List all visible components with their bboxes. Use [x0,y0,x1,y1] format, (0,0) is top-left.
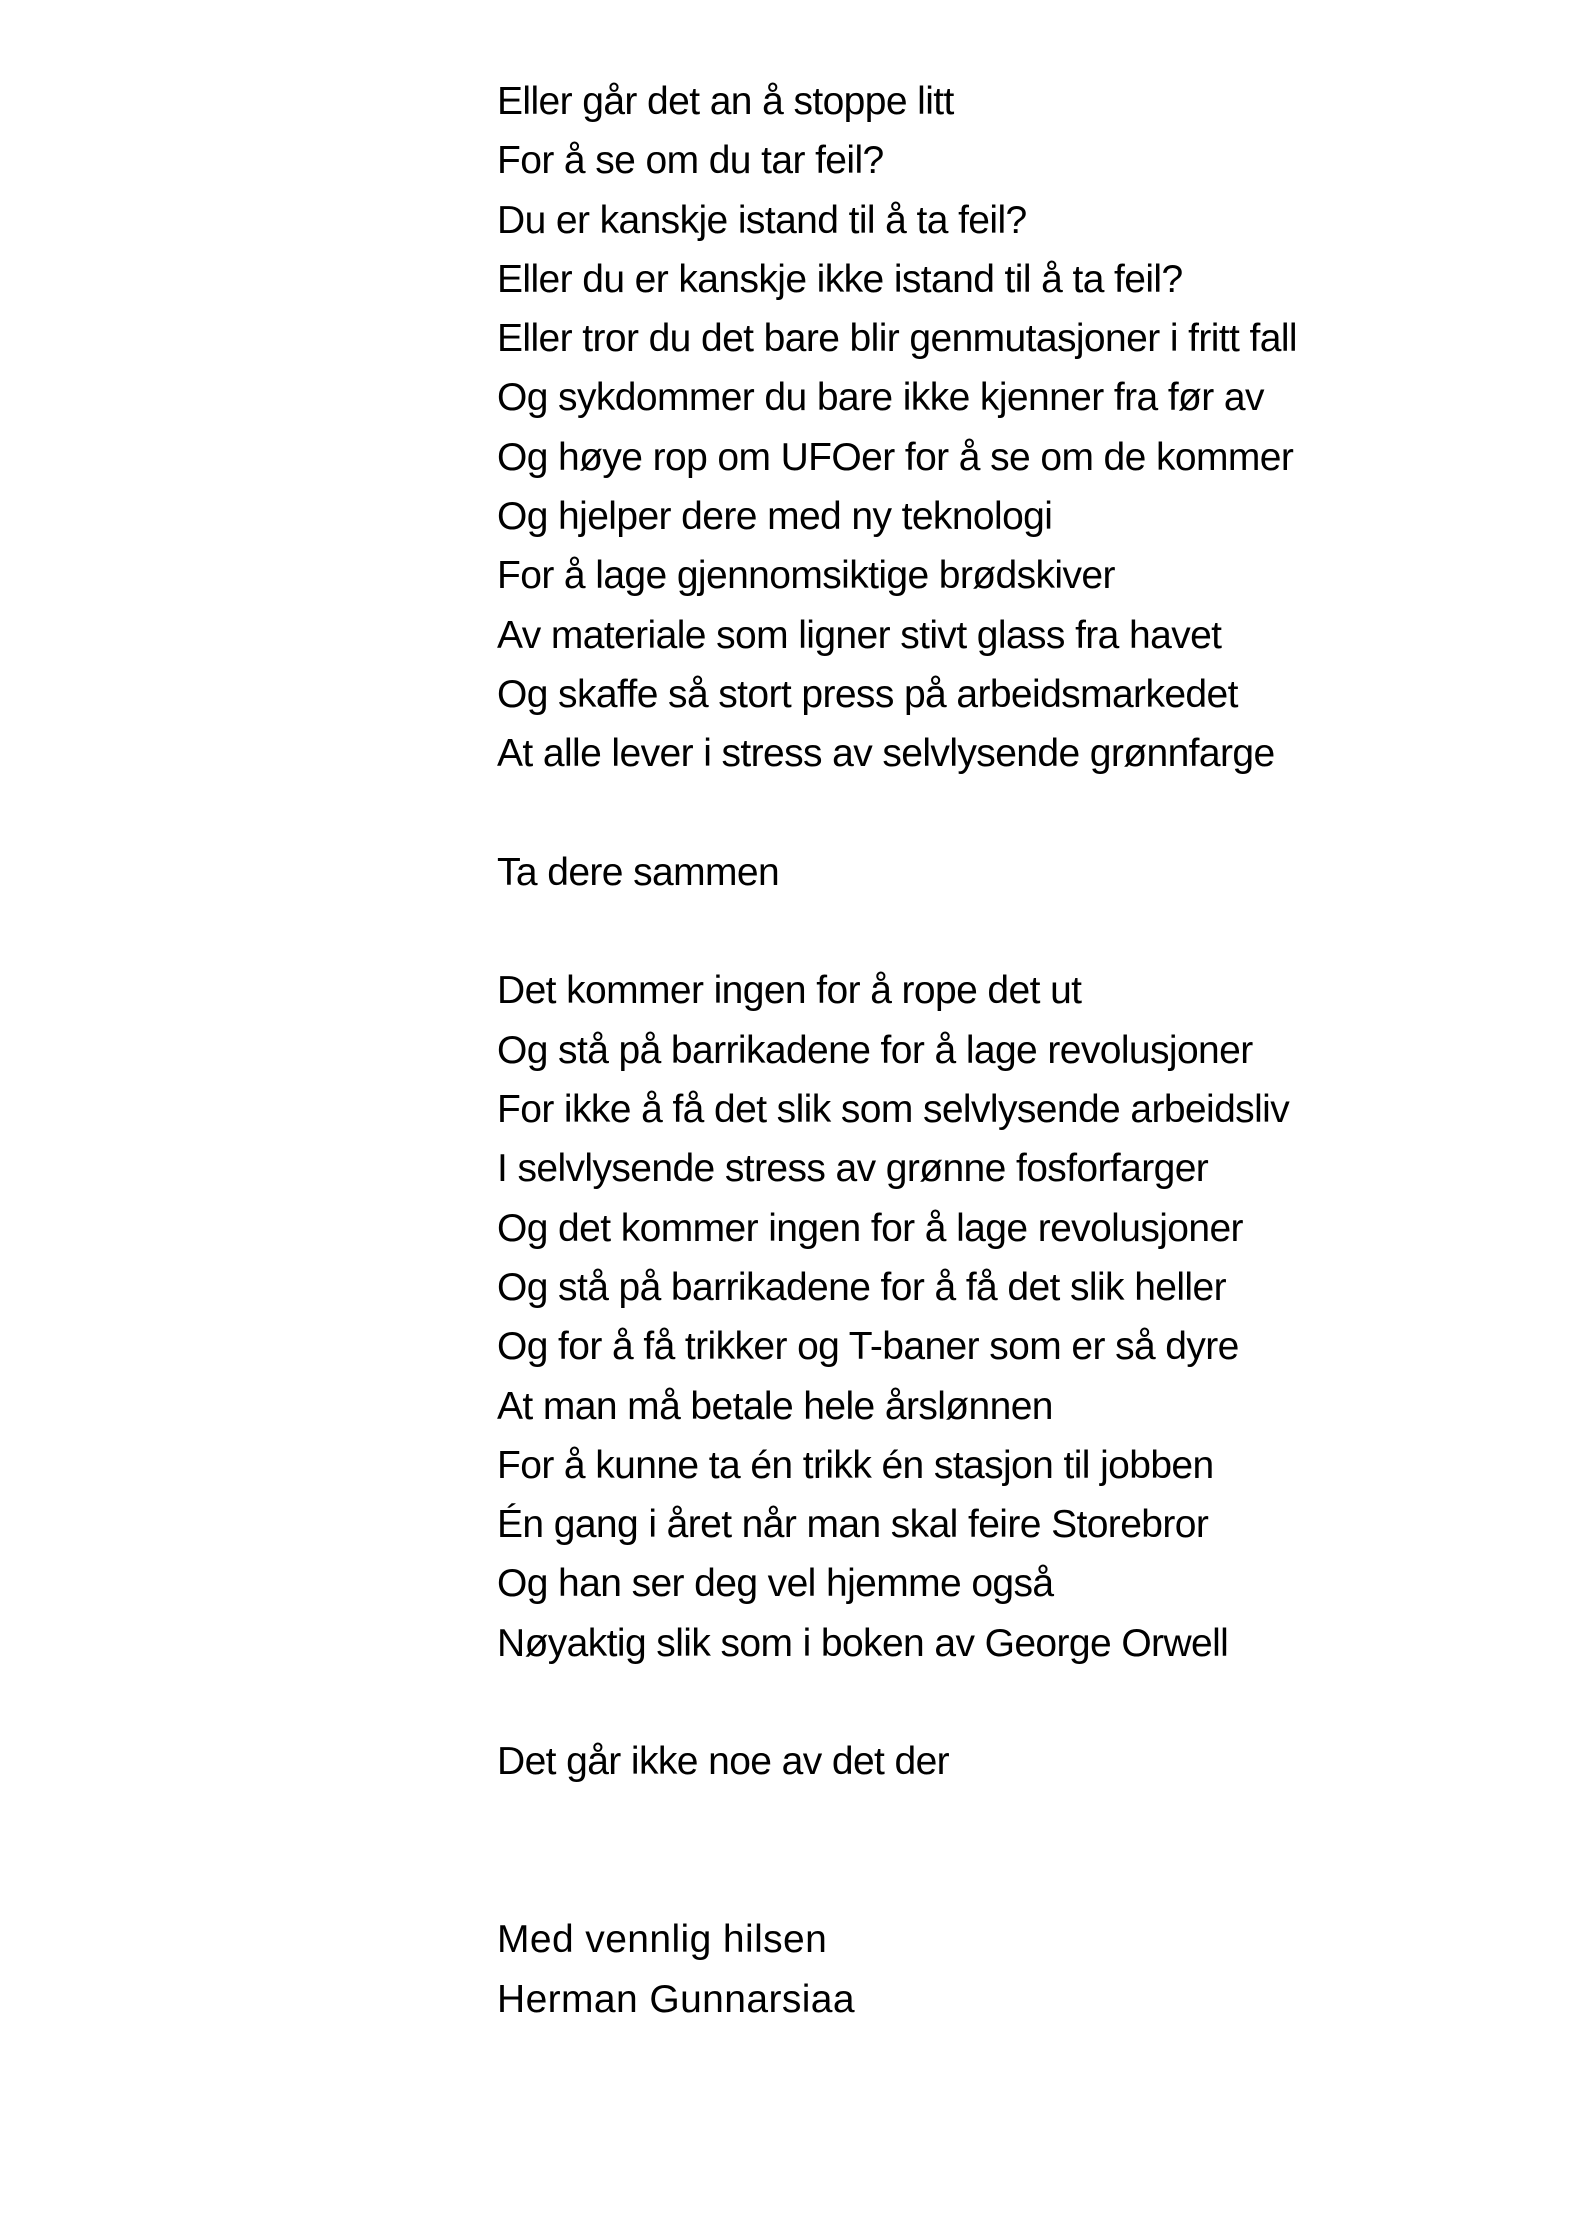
poem-line: Én gang i året når man skal feire Storebror [497,1503,1209,1547]
stanza-gap [497,1673,1577,1732]
poem-line: Og det kommer ingen for å lage revolusjoner [497,1206,1243,1250]
stanza-gap [497,1851,1577,1910]
stanza-2 [497,843,1577,902]
poem-line: Og hjelper dere med ny teknologi [497,495,1053,539]
poem-line: Det kommer ingen for å rope det ut [497,969,1082,1013]
poem-body [497,72,1577,2029]
signature-name: Herman Gunnarsiaa [497,1977,855,2021]
poem-line: Eller tror du det bare blir genmutasjoner i fritt fall [497,317,1297,361]
poem-line: Av materiale som ligner stivt glass fra havet [497,613,1222,657]
stanza-gap [497,784,1577,843]
poem-line: Og skaffe så stort press på arbeidsmarkedet [497,672,1238,716]
poem-line: At alle lever i stress av selvlysende grønnfarge [497,732,1275,776]
stanza-3 [497,961,1577,1673]
poem-line: At man må betale hele årslønnen [497,1384,1053,1428]
stanza-gap [497,1792,1577,1851]
closing-greeting: Med vennlig hilsen [497,1918,828,1962]
poem-line: For å lage gjennomsiktige brødskiver [497,554,1115,598]
poem-line: Og sykdommer du bare ikke kjenner fra før av [497,376,1264,420]
poem-line: Og høye rop om UFOer for å se om de kommer [497,435,1294,479]
closing [497,1910,1577,2029]
stanza-1 [497,72,1577,784]
poem-line: For å kunne ta én trikk én stasjon til jobben [497,1443,1214,1487]
poem-line: Eller går det an å stoppe litt [497,80,954,123]
poem-line: Nøyaktig slik som i boken av George Orwell [497,1621,1229,1665]
poem-line: Og for å få trikker og T-baner som er så dyre [497,1325,1239,1369]
poem-line: Og stå på barrikadene for å få det slik heller [497,1265,1226,1309]
poem-line: Eller du er kanskje ikke istand til å ta feil? [497,257,1183,301]
poem-line: Ta dere sammen [497,850,780,894]
stanza-gap [497,902,1577,961]
poem-line: Og stå på barrikadene for å lage revolusjoner [497,1028,1253,1072]
poem-line: I selvlysende stress av grønne fosforfarger [497,1147,1209,1191]
poem-line: Du er kanskje istand til å ta feil? [497,198,1027,242]
stanza-4 [497,1732,1577,1791]
poem-line: Og han ser deg vel hjemme også [497,1562,1054,1606]
poem-line: Det går ikke noe av det der [497,1740,950,1784]
poem-line: For ikke å få det slik som selvlysende arbeidsliv [497,1088,1290,1132]
poem-line: For å se om du tar feil? [497,139,884,183]
